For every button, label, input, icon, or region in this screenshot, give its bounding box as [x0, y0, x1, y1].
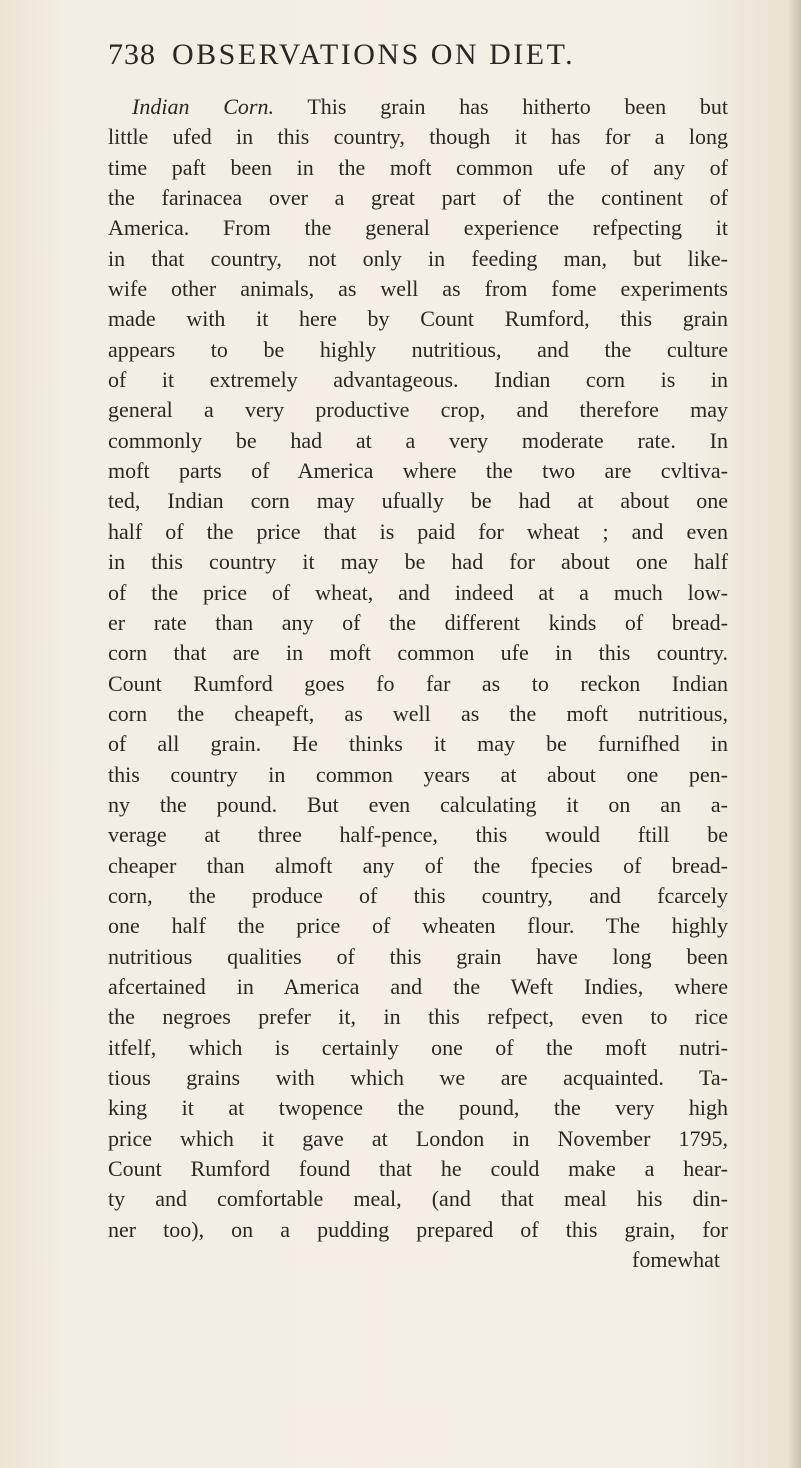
text-line: Count Rumford found that he could make a hear-: [108, 1156, 728, 1182]
page-number: 738: [108, 38, 156, 71]
text-line: nutritious qualities of this grain have long been: [108, 943, 728, 969]
text-line: one half the price of wheaten flour. The highly: [108, 913, 728, 939]
text-line: ty and comfortable meal, (and that meal his din-: [108, 1186, 728, 1212]
page-edge-shadow: [787, 0, 801, 1468]
text-line-content: This grain has hitherto been but: [273, 94, 728, 119]
text-line: [108, 92, 728, 122]
text-line: in this country it may be had for about one half: [108, 549, 728, 575]
text-line: of the price of wheat, and indeed at a much low-: [108, 579, 728, 605]
text-line: time paft been in the moft common ufe of any of: [108, 154, 728, 180]
body-text: [108, 92, 728, 1275]
text-line: corn that are in moft common ufe in this country.: [108, 640, 728, 666]
text-line: this country in common years at about one pen-: [108, 761, 728, 787]
text-line: little ufed in this country, though it has for a long: [108, 124, 728, 150]
catchword: fomewhat: [632, 1247, 720, 1273]
lead-term: Indian Corn.: [132, 94, 274, 119]
text-line: itfelf, which is certainly one of the moft nutri-: [108, 1034, 728, 1060]
text-line: commonly be had at a very moderate rate. In: [108, 427, 728, 453]
text-line: the farinacea over a great part of the continent of: [108, 185, 728, 211]
text-line: tious grains with which we are acquainted. Ta-: [108, 1065, 728, 1090]
text-line: of all grain. He thinks it may be furnifhed in: [108, 731, 728, 757]
text-line: the negroes prefer it, in this refpect, even to rice: [108, 1004, 728, 1030]
text-line: cheaper than almoft any of the fpecies of bread-: [108, 852, 728, 878]
text-line: ny the pound. But even calculating it on an a-: [108, 791, 728, 817]
text-line: corn the cheapeft, as well as the moft nutritious,: [108, 700, 728, 726]
text-line: America. From the general experience refpecting it: [108, 215, 728, 241]
text-line: ner too), on a pudding prepared of this grain, for: [108, 1216, 728, 1242]
page-header: [0, 38, 801, 82]
text-line: er rate than any of the different kinds of bread-: [108, 609, 728, 635]
text-line: ted, Indian corn may ufually be had at about one: [108, 488, 728, 514]
text-line: in that country, not only in feeding man, but like-: [108, 245, 728, 271]
text-line: verage at three half-pence, this would ftill be: [108, 822, 728, 848]
text-line: Count Rumford goes fo far as to reckon Indian: [108, 670, 728, 696]
text-line: wife other animals, as well as from fome experiments: [108, 276, 728, 302]
text-line: of it extremely advantageous. Indian corn is in: [108, 367, 728, 393]
text-line: moft parts of America where the two are cvltiva-: [108, 458, 728, 484]
text-line: made with it here by Count Rumford, this grain: [108, 306, 728, 332]
text-line: general a very productive crop, and therefore may: [108, 397, 728, 423]
running-head: OBSERVATIONS ON DIET.: [172, 38, 576, 71]
text-line: corn, the produce of this country, and fcarcely: [108, 882, 728, 908]
text-line: half of the price that is paid for wheat ; and even: [108, 518, 728, 544]
text-line: king it at twopence the pound, the very high: [108, 1095, 728, 1121]
text-line: price which it gave at London in November 1795,: [108, 1125, 728, 1151]
text-line: afcertained in America and the Weft Indies, where: [108, 973, 728, 999]
text-line: appears to be highly nutritious, and the culture: [108, 336, 728, 362]
